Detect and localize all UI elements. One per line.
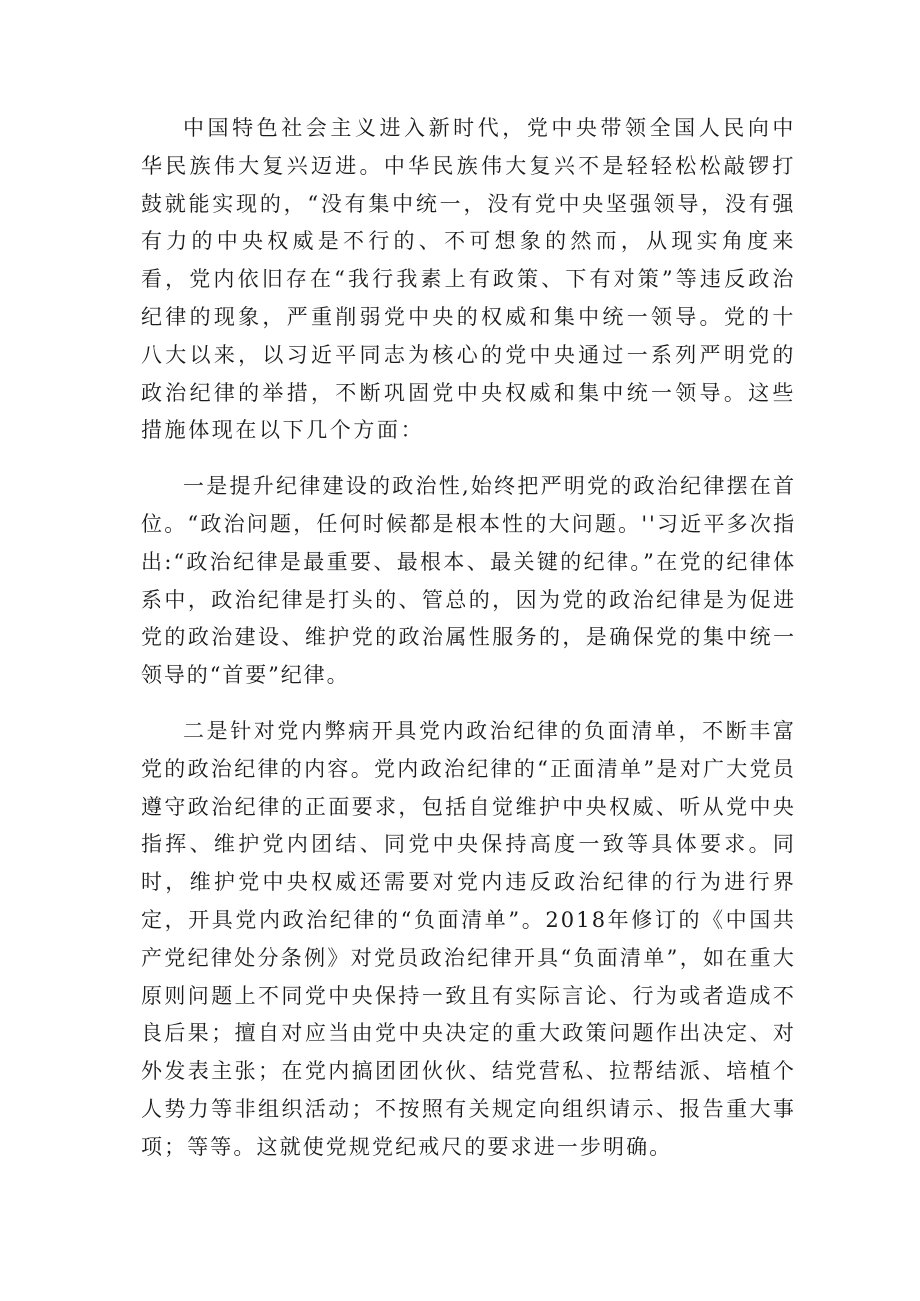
paragraph-intro: 中国特色社会主义进入新时代，党中央带领全国人民向中华民族伟大复兴迈进。中华民族伟大复兴不是轻轻松松敲锣打鼓就能实现的，“没有集中统一，没有党中央坚强领导，没有强有力的中央权威是不行的、不可想象的然而，从现实角度来看，党内依旧存在“我行我素上有政策、下有对策”等违反政治纪律的现象，严重削弱党中央的权威和集中统一领导。党的十八大以来，以习近平同志为核心的党中央通过一系列严明党的政治纪律的举措，不断巩固党中央权威和集中统一领导。这些措施体现在以下几个方面： (141, 116, 796, 443)
document-body (141, 110, 796, 1167)
paragraph-point-one: 一是提升纪律建设的政治性,始终把严明党的政治纪律摆在首位。“政治问题，任何时候都是根本性的大问题。''习近平多次指出:“政治纪律是最重要、最根本、最关键的纪律。”在党的纪律体系中，政治纪律是打头的、管总的，因为党的政治纪律是为促进党的政治建设、维护党的政治属性服务的，是确保党的集中统一领导的“首要”纪律。 (141, 474, 796, 688)
paragraph-point-two: 二是针对党内弊病开具党内政治纪律的负面清单，不断丰富党的政治纪律的内容。党内政治纪律的“正面清单”是对广大党员遵守政治纪律的正面要求，包括自觉维护中央权威、听从党中央指挥、维护党内团结、同党中央保持高度一致等具体要求。同时，维护党中央权威还需要对党内违反政治纪律的行为进行界定，开具党内政治纪律的“负面清单”。2018年修订的《中国共产党纪律处分条例》对党员政治纪律开具“负面清单”，如在重大原则问题上不同党中央保持一致且有实际言论、行为或者造成不良后果；擅自对应当由党中央决定的重大政策问题作出决定、对外发表主张；在党内搞团团伙伙、结党营私、拉帮结派、培植个人势力等非组织活动；不按照有关规定向组织请示、报告重大事项；等等。这就使党规党纪戒尺的要求进一步明确。 (141, 718, 796, 1159)
